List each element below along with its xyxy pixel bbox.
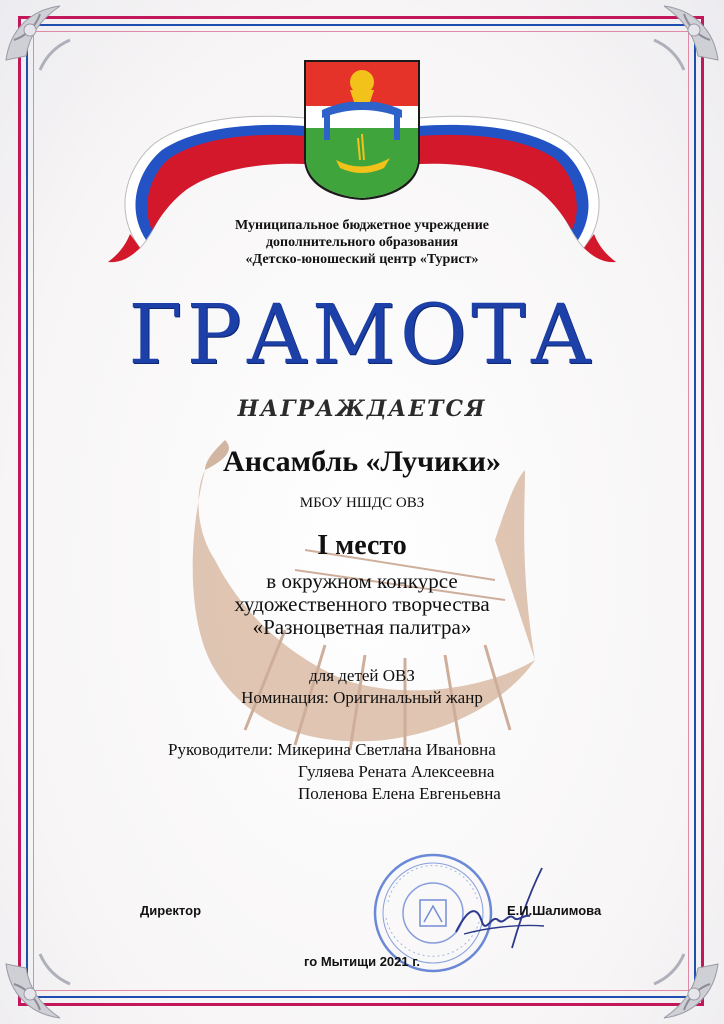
corner-ornament-icon: [0, 928, 96, 1024]
awarded-heading: НАГРАЖДАЕТСЯ: [237, 396, 487, 422]
award-place: I место: [317, 530, 407, 561]
institution-name: [150, 217, 574, 268]
leader-row: [168, 783, 588, 805]
contest-nomination: Номинация: Оригинальный жанр: [241, 688, 483, 707]
contest-details: [120, 665, 604, 709]
shield-icon: [304, 60, 420, 200]
leader-row: [168, 761, 588, 783]
corner-ornament-icon: [628, 928, 724, 1024]
recipient-school: МБОУ НШДС ОВЗ: [299, 495, 425, 511]
leaders-block: [168, 739, 588, 805]
contest-description: [120, 570, 604, 639]
institution-line-2: дополнительного образования: [265, 235, 459, 250]
contest-line-3: «Разноцветная палитра»: [252, 615, 472, 639]
corner-ornament-icon: [628, 0, 724, 96]
institution-line-1: Муниципальное бюджетное учреждение: [234, 218, 490, 233]
director-label: Директор: [140, 903, 202, 918]
contest-line-1: в окружном конкурсе: [266, 569, 458, 593]
institution-line-3: «Детско-юношеский центр «Турист»: [245, 252, 479, 267]
contest-audience: для детей ОВЗ: [309, 666, 415, 685]
recipient-name: Ансамбль «Лучики»: [223, 445, 501, 478]
leaders-label: Руководители:: [168, 740, 273, 759]
leader-name: Поленова Елена Евгеньевна: [298, 784, 501, 803]
corner-ornament-icon: [0, 0, 96, 96]
city-and-date: го Мытищи 2021 г.: [304, 954, 420, 969]
leader-name: Гуляева Рената Алексеевна: [298, 762, 495, 781]
leader-name: Микерина Светлана Ивановна: [277, 740, 496, 759]
contest-line-2: художественного творчества: [234, 592, 490, 616]
certificate-title: ГРАМОТА: [128, 288, 596, 383]
leader-row: [168, 739, 588, 761]
director-name: Е.И.Шалимова: [507, 903, 602, 918]
